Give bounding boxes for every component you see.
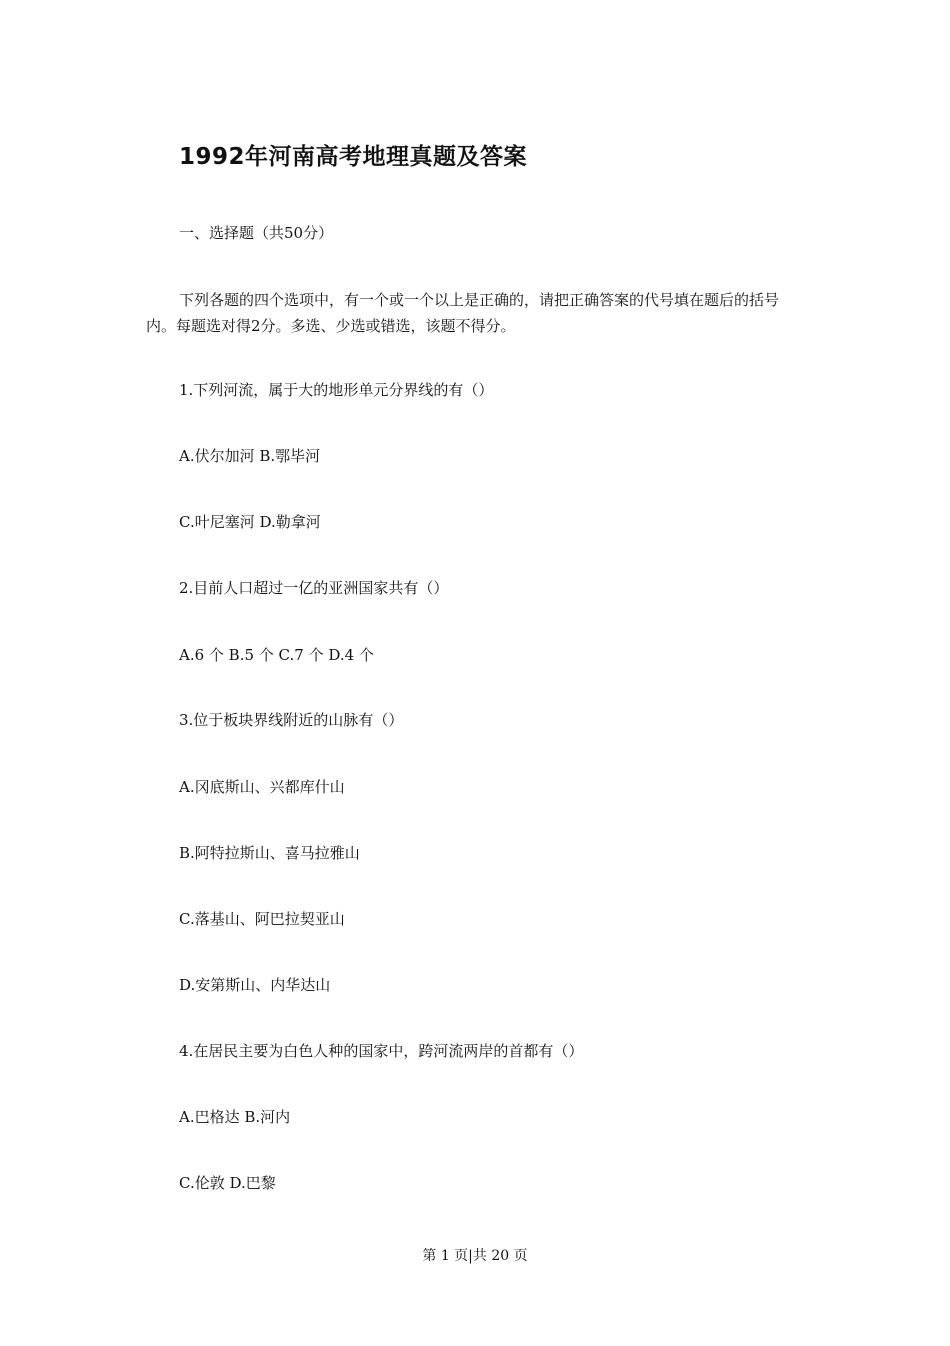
- instructions-paragraph: 下列各题的四个选项中，有一个或一个以上是正确的，请把正确答案的代号填在题后的括号内。每题选对得2分。多选、少选或错选，该题不得分。: [146, 291, 780, 335]
- question-4: 4.在居民主要为白色人种的国家中，跨河流两岸的首都有（）: [179, 1042, 584, 1060]
- question-1-options-ab: A.伏尔加河 B.鄂毕河: [179, 447, 321, 465]
- question-3: 3.位于板块界线附近的山脉有（）: [179, 711, 404, 729]
- question-3-option-a: A.冈底斯山、兴都库什山: [179, 778, 345, 796]
- question-2: 2.目前人口超过一亿的亚洲国家共有（）: [179, 579, 449, 597]
- question-1: 1.下列河流，属于大的地形单元分界线的有（）: [179, 381, 494, 399]
- question-3-option-b: B.阿特拉斯山、喜马拉雅山: [179, 844, 360, 862]
- question-4-options-cd: C.伦敦 D.巴黎: [179, 1174, 276, 1192]
- question-2-options: A.6 个 B.5 个 C.7 个 D.4 个: [179, 646, 374, 664]
- question-1-options-cd: C.叶尼塞河 D.勒拿河: [179, 513, 321, 531]
- question-4-options-ab: A.巴格达 B.河内: [179, 1108, 291, 1126]
- document-title: 1992年河南高考地理真题及答案: [179, 144, 528, 170]
- section-heading: 一、选择题（共50分）: [179, 224, 334, 242]
- page-footer: 第 1 页|共 20 页: [422, 1248, 528, 1264]
- question-3-option-d: D.安第斯山、内华达山: [179, 976, 331, 994]
- question-3-option-c: C.落基山、阿巴拉契亚山: [179, 910, 345, 928]
